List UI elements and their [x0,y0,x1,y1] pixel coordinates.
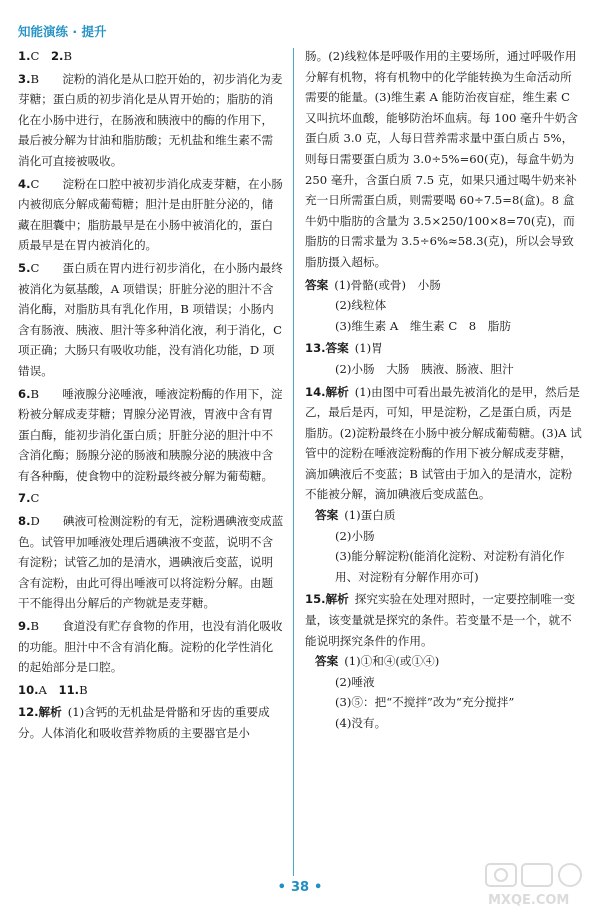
answer-item-15 [305,589,582,733]
question-number: 7. [18,491,31,506]
answer-label: 答案 [305,277,329,292]
page-number: • 38 • [277,880,323,895]
analysis-text: (1)含钙的无机盐是骨骼和牙齿的重要成分。人体消化和吸收营养物质的主要器官是小 [18,705,270,740]
answer-line: (4)没有。 [335,716,387,730]
answer-text: C [30,49,51,63]
answer-text: B 食道没有贮存食物的作用，也没有消化吸收的功能。胆汁中不含有消化酶。淀粉的化学性消化的起始部分是口腔。 [18,619,283,675]
answer-line: (3)维生素 A 维生素 C 8 脂肪 [335,318,511,333]
answer-item-12 [18,702,284,743]
question-number: 8. [18,514,31,529]
question-number: 13. [305,341,326,356]
analysis-text: 探究实验在处理对照时，一定要控制唯一变量，该变量就是探究的条件。若变量不是一个，就不能说明探究条件的作用。 [305,592,576,648]
answer-item-5 [18,258,284,382]
question-number: 6. [18,386,31,401]
question-number: 14. [305,384,326,399]
question-number: 9. [18,619,31,634]
page-number-value: 38 [290,880,310,895]
svg-text:MXQE.COM: MXQE.COM [488,893,570,908]
analysis-text: (1)由图中可看出最先被消化的是甲，然后是乙，最后是丙，可知，甲是淀粉，乙是蛋白质，丙是脂肪。(2)淀粉最终在小肠中被分解成葡萄糖。(3)A 试管中的淀粉在唾液淀粉酶的作用下被分解成麦芽糖，滴加碘液后不变蓝；B 试管由于加入的是清水，淀粉不能被分解，滴加碘液后变成蓝色。 [305,384,582,502]
section-title: 知能演练 · 提升 [18,24,107,39]
answer-text: C 蛋白质在胃内进行初步消化，在小肠内最终被消化为氨基酸，A 项错误；肝脏分泌的胆汁不含消化酶，对脂肪具有乳化作用，B 项错误；小肠内含有肠液、胰液、胆汁等多种消化液，利于消化，C 项正确；大肠只有吸收功能，没有消化功能，D 项错误。 [18,260,283,378]
analysis-label: 解析 [325,592,349,607]
question-number: 11. [58,682,80,697]
answer-label: 答案 [325,341,349,356]
answer-line: (2)唾液 [335,674,375,689]
answer-line: (1)①和④(或①④) [344,654,440,669]
question-number: 2. [50,49,64,63]
answer-item-8 [18,511,284,614]
right-column [305,46,582,734]
answer-line: (3)能分解淀粉(能消化淀粉、对淀粉有消化作用、对淀粉有分解作用亦可) [335,549,565,584]
answer-line: (2)线粒体 [335,298,387,313]
answer-line: (1)骨骼(或骨) 小肠 [334,277,441,292]
answer-item-13 [305,338,582,379]
answer-block-12 [305,275,582,337]
answer-label: 答案 [315,654,339,669]
question-number: 5. [18,260,31,275]
answer-item-9 [18,616,284,678]
left-column [18,46,284,744]
watermark-logo [484,860,594,908]
answer-text: B [63,49,72,63]
answer-text: B 唾液腺分泌唾液，唾液淀粉酶的作用下，淀粉被分解成麦芽糖；胃腺分泌胃液，胃液中含有胃蛋白酶，能初步消化蛋白质；肝脏分泌的胆汁中不含消化酶；肠腺分泌的肠液和胰腺分泌的胰液中含有各种酶，使食物中的淀粉最终被分解为葡萄糖。 [18,386,283,483]
question-number: 15. [305,592,326,607]
question-number: 4. [18,176,31,191]
answer-item-10-11 [18,680,284,701]
answer-text: C 淀粉在口腔中被初步消化成麦芽糖，在小肠内被彻底分解成葡萄糖；胆汁是由肝脏分泌的，储藏在胆囊中；脂肪最早是在小肠中被消化的，蛋白质最早是在胃内被消化的。 [18,176,283,253]
answer-line: (1)胃 [354,341,383,356]
answer-item-4 [18,174,284,256]
answer-item-1-2 [18,46,284,67]
column-divider [293,48,294,876]
answer-item-6 [18,384,284,487]
question-number: 3. [18,71,31,86]
answer-text: C [30,491,40,506]
answer-item-14 [305,382,582,588]
question-number: 1. [18,49,31,63]
answer-line: (2)小肠 [335,528,375,543]
answer-item-3 [18,69,284,172]
answer-text: B 淀粉的消化是从口腔开始的，初步消化为麦芽糖；蛋白质的初步消化是从胃开始的；脂肪的消化在小肠中进行，在肠液和胰液中的酶的作用下，最后被分解为甘油和脂肪酸；无机盐和维生素不需消化可直接被吸收。 [18,71,283,168]
answer-text: B [79,682,88,697]
answer-line: (2)小肠 大肠 胰液、肠液、胆汁 [335,361,514,376]
question-number: 10. [18,682,39,697]
answer-line: (3)⑤：把“不搅拌”改为“充分搅拌” [335,695,515,710]
analysis-label: 解析 [38,705,62,720]
answer-text: A [38,682,59,697]
answer-line: (1)蛋白质 [344,508,396,523]
answer-label: 答案 [315,508,339,523]
analysis-label: 解析 [325,384,349,399]
analysis-text-12-continued: 肠。(2)线粒体是呼吸作用的主要场所，通过呼吸作用分解有机物，将有机物中的化学能转换为生命活动所需要的能量。(3)维生素 A 能防治夜盲症，维生素 C 又叫抗坏血酸，能够防治坏血病。每 100 毫升牛奶含蛋白质 3.0 克，人每日营养需求量中蛋白质占 5%，则每日需要蛋白质为 3.0÷5%=60(克)，每盒牛奶为 250 毫升，含蛋白质 7.5 克，如果只通过喝牛奶来补充一日所需蛋白质，则需要喝 60÷7.5=8(盒)。8 盒牛奶中脂肪的含量为 3.5×250/100×8=70(克)，而脂肪的日需求量为 3.5÷6%≈58.3(克)，所以会导致脂肪摄入超标。 [305,49,578,269]
answer-item-7 [18,488,284,509]
answer-text: D 碘液可检测淀粉的有无，淀粉遇碘液变成蓝色。试管甲加唾液处理后遇碘液不变蓝，说明不含有淀粉；试管乙加的是清水，遇碘液后变蓝，说明含有淀粉，由此可得出唾液可以将淀粉分解。由题干不能得出分解后的产物就是麦芽糖。 [18,514,284,611]
question-number: 12. [18,705,39,720]
